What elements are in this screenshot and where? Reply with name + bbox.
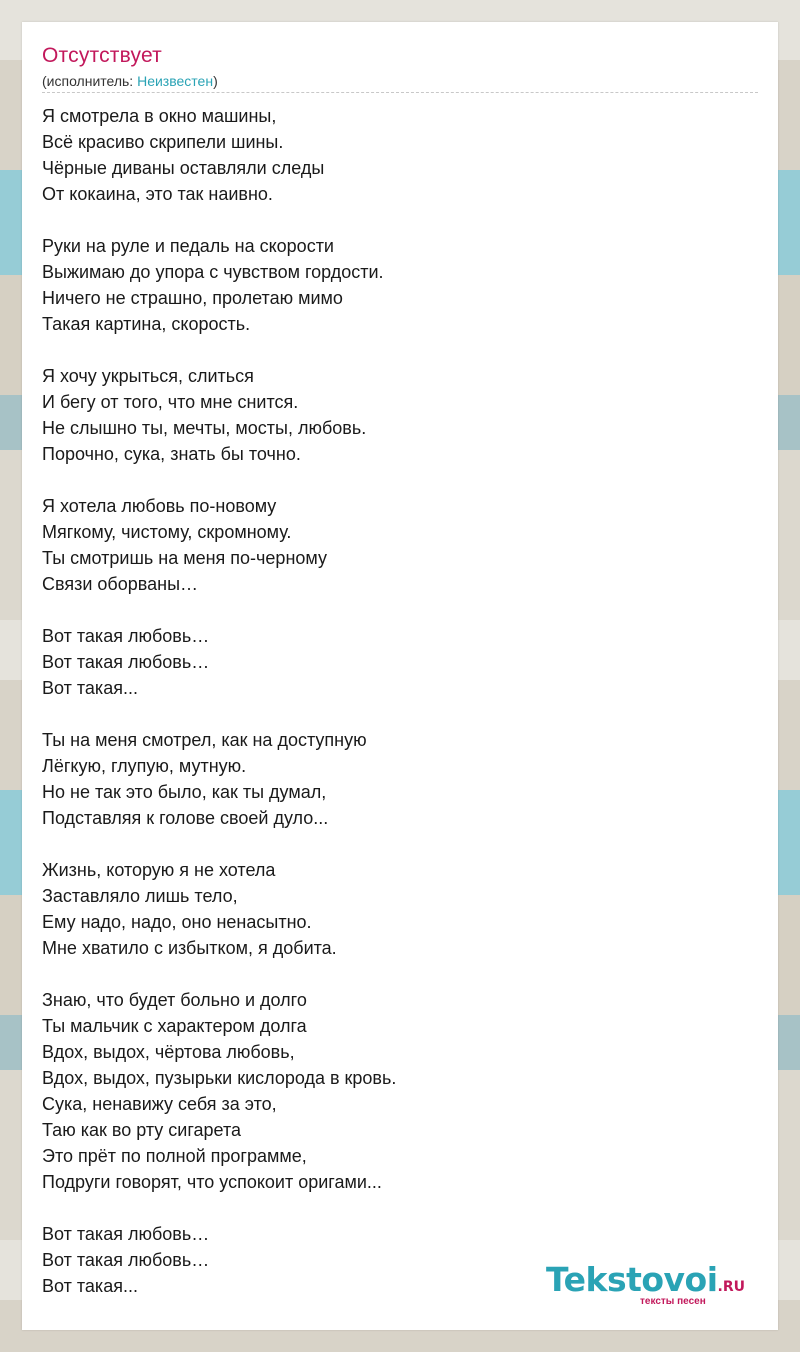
lyric-line: Не слышно ты, мечты, мосты, любовь.	[42, 418, 367, 438]
lyric-line: Вот такая любовь…	[42, 626, 210, 646]
lyric-line: Я хотела любовь по-новому	[42, 496, 277, 516]
lyric-line: Вдох, выдох, пузырьки кислорода в кровь.	[42, 1068, 397, 1088]
lyric-line: Мягкому, чистому, скромному.	[42, 522, 292, 542]
stanza-gap	[42, 961, 758, 987]
lyric-line: Связи оборваны…	[42, 574, 199, 594]
lyric-line: Лёгкую, глупую, мутную.	[42, 756, 247, 776]
lyric-line: Сука, ненавижу себя за это,	[42, 1094, 277, 1114]
stanza-gap	[42, 831, 758, 857]
lyric-line: Выжимаю до упора с чувством гордости.	[42, 262, 384, 282]
artist-link[interactable]: Неизвестен	[137, 73, 214, 89]
site-logo[interactable]	[546, 1260, 745, 1299]
lyric-line: Знаю, что будет больно и долго	[42, 990, 307, 1010]
stanza-gap	[42, 207, 758, 233]
stanza-gap	[42, 701, 758, 727]
stanza-gap	[42, 337, 758, 363]
lyric-line: Ты мальчик с характером долга	[42, 1016, 307, 1036]
song-title: Отсутствует	[42, 44, 162, 67]
lyrics-text	[42, 103, 758, 1299]
lyric-line: Я смотрела в окно машины,	[42, 106, 277, 126]
lyric-line: Вот такая...	[42, 1276, 138, 1296]
artist-suffix: )	[213, 73, 218, 89]
lyric-line: Всё красиво скрипели шины.	[42, 132, 284, 152]
lyric-line: Ему надо, надо, оно ненасытно.	[42, 912, 312, 932]
lyric-line: Вот такая...	[42, 678, 138, 698]
lyric-line: Порочно, сука, знать бы точно.	[42, 444, 301, 464]
lyric-line: Подставляя к голове своей дуло...	[42, 808, 329, 828]
lyric-line: Ничего не страшно, пролетаю мимо	[42, 288, 343, 308]
stanza-gap	[42, 1195, 758, 1221]
lyric-line: Ты на меня смотрел, как на доступную	[42, 730, 367, 750]
lyric-line: От кокаина, это так наивно.	[42, 184, 273, 204]
logo-text: Tekstovoi	[546, 1260, 718, 1299]
lyric-line: Вдох, выдох, чёртова любовь,	[42, 1042, 295, 1062]
lyric-line: Заставляло лишь тело,	[42, 886, 238, 906]
lyric-line: И бегу от того, что мне снится.	[42, 392, 299, 412]
lyrics-card	[22, 22, 778, 1330]
stanza-gap	[42, 467, 758, 493]
lyric-line: Вот такая любовь…	[42, 1250, 210, 1270]
artist-line	[42, 73, 218, 89]
stanza-gap	[42, 597, 758, 623]
lyric-line: Руки на руле и педаль на скорости	[42, 236, 334, 256]
lyric-line: Таю как во рту сигарета	[42, 1120, 242, 1140]
lyric-line: Подруги говорят, что успокоит оригами...	[42, 1172, 382, 1192]
logo-tagline: тексты песен	[640, 1296, 706, 1307]
lyric-line: Но не так это было, как ты думал,	[42, 782, 327, 802]
lyric-line: Мне хватило с избытком, я добита.	[42, 938, 337, 958]
lyric-line: Чёрные диваны оставляли следы	[42, 158, 325, 178]
artist-prefix: (исполнитель:	[42, 73, 138, 89]
lyric-line: Жизнь, которую я не хотела	[42, 860, 276, 880]
lyric-line: Такая картина, скорость.	[42, 314, 251, 334]
dotted-divider	[42, 92, 758, 93]
logo-tld: .RU	[717, 1279, 746, 1295]
lyric-line: Вот такая любовь…	[42, 1224, 210, 1244]
lyric-line: Ты смотришь на меня по-черному	[42, 548, 327, 568]
lyric-line: Я хочу укрыться, слиться	[42, 366, 254, 386]
lyric-line: Вот такая любовь…	[42, 652, 210, 672]
lyric-line: Это прёт по полной программе,	[42, 1146, 307, 1166]
